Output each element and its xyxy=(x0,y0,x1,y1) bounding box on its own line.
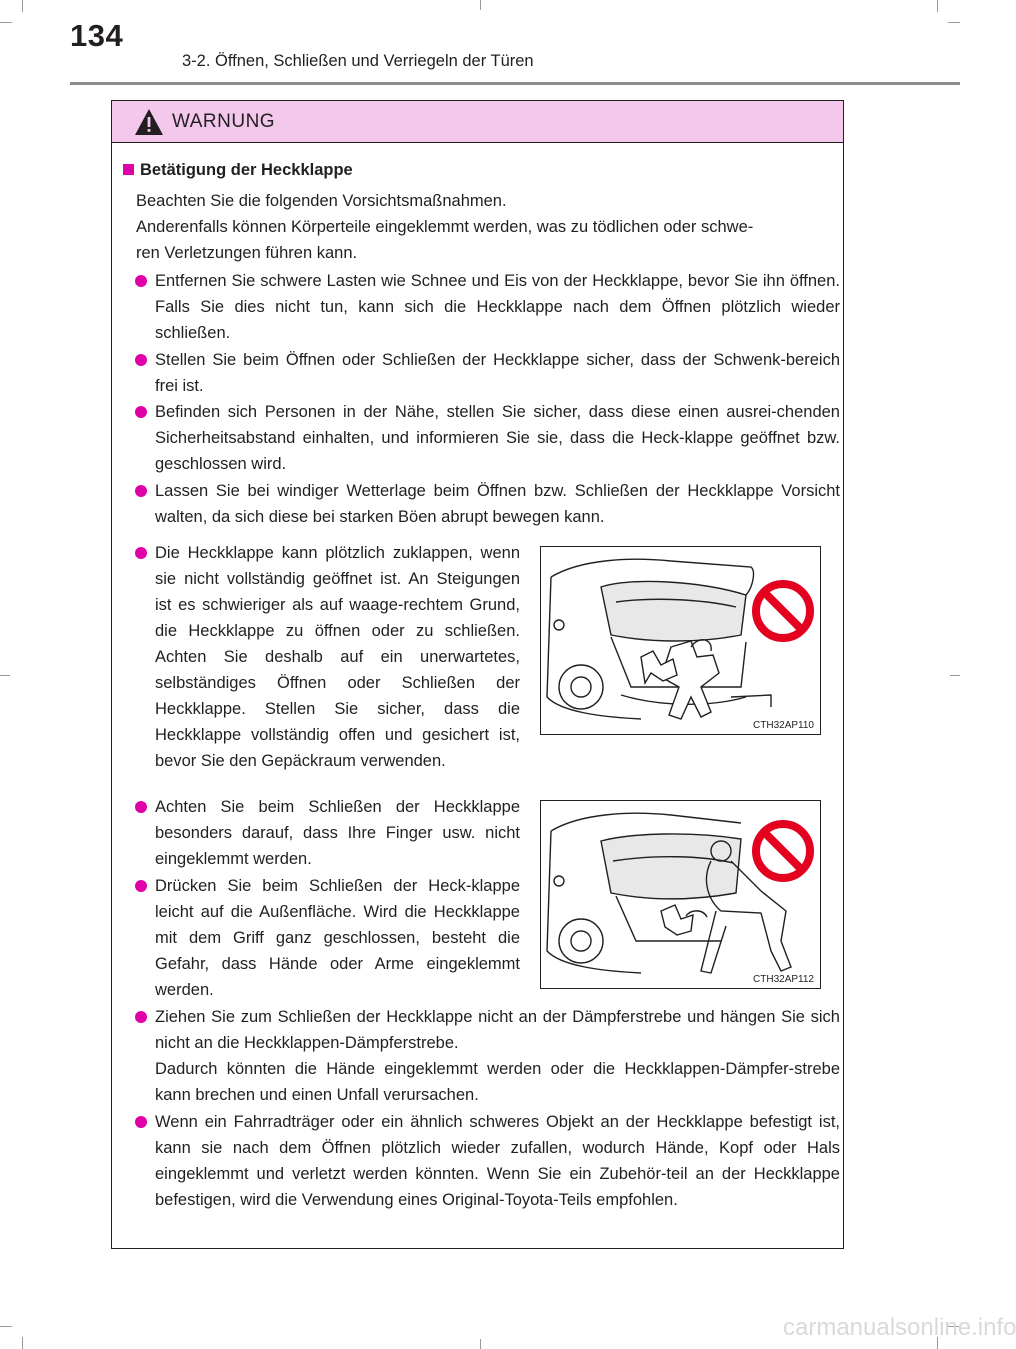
page-number: 134 xyxy=(70,18,124,53)
warning-triangle-icon xyxy=(134,108,164,136)
section-square-icon xyxy=(123,164,134,175)
intro-line-1: Beachten Sie die folgenden Vorsichtsmaßnahmen. xyxy=(136,192,507,210)
bullet-item xyxy=(155,268,840,346)
bullet-text: Achten Sie beim Schließen der Heckklappe besonders darauf, dass Ihre Finger usw. nicht eingeklemmt werden. xyxy=(155,798,520,868)
warning-title: WARNUNG xyxy=(172,111,276,132)
watermark: carmanualsonline.info xyxy=(783,1314,1016,1341)
illustration-hand-pinch xyxy=(540,800,821,989)
illustration-tailgate-closing xyxy=(540,546,821,735)
bullet-dot-icon xyxy=(135,275,147,287)
intro-line-3: ren Verletzungen führen kann. xyxy=(136,244,358,262)
bullet-text: Stellen Sie beim Öffnen oder Schließen der Heckklappe sicher, dass der Schwenk-bereich frei ist. xyxy=(155,351,840,395)
bullet-item xyxy=(155,399,840,477)
bullet-text: Die Heckklappe kann plötzlich zuklappen, wenn sie nicht vollständig geöffnet ist. An Steigungen ist es schwieriger als auf waage-rechtem Grund, die Heckklappe zu öffnen oder zu schließen. Achten Sie deshalb auf ein unerwartetes, selbständiges Öffnen oder Schließen der Heckklappe. Stellen Sie sicher, dass die Heckklappe vollständig offen und gesichert ist, bevor Sie den Gepäckraum verwenden. xyxy=(155,544,520,770)
crop-mark xyxy=(950,675,960,676)
bullet-dot-icon xyxy=(135,880,147,892)
bullet-item xyxy=(155,1109,840,1213)
crop-mark xyxy=(22,1337,23,1349)
bullet-item xyxy=(155,540,520,774)
bullet-text: Lassen Sie bei windiger Wetterlage beim Öffnen bzw. Schließen der Heckklappe Vorsicht walten, da sich diese bei starken Böen abrupt bewegen kann. xyxy=(155,482,840,526)
warning-box xyxy=(111,100,844,1249)
bullet-item xyxy=(155,1004,840,1108)
bullet-text: Entfernen Sie schwere Lasten wie Schnee und Eis von der Heckklappe, bevor Sie ihn öffnen. Falls Sie dies nicht tun, kann sich die Heckklappe nach dem Öffnen plötzlich wieder schließen. xyxy=(155,272,840,342)
figure-code: CTH32AP112 xyxy=(753,974,814,985)
crop-mark xyxy=(480,1339,481,1349)
bullet-dot-icon xyxy=(135,801,147,813)
bullet-item xyxy=(155,873,520,1003)
section-title-text: Betätigung der Heckklappe xyxy=(140,161,353,179)
bullet-dot-icon xyxy=(135,485,147,497)
prohibition-icon xyxy=(751,819,815,883)
bullet-text: Ziehen Sie zum Schließen der Heckklappe nicht an der Dämpferstrebe und hängen Sie sich nicht an die Heckklappen-Dämpferstrebe. xyxy=(155,1008,840,1052)
header-rule xyxy=(70,82,960,85)
bullet-item xyxy=(155,794,520,872)
bullet-text: Drücken Sie beim Schließen der Heck-klappe leicht auf die Außenfläche. Wird die Heckklappe mit dem Griff ganz geschlossen, besteht die Gefahr, dass Hände oder Arme eingeklemmt werden. xyxy=(155,877,520,999)
bullet-dot-icon xyxy=(135,1116,147,1128)
section-title xyxy=(123,161,353,180)
bullet-dot-icon xyxy=(135,354,147,366)
bullet-dot-icon xyxy=(135,547,147,559)
bullet-dot-icon xyxy=(135,1011,147,1023)
prohibition-icon xyxy=(751,579,815,643)
intro-line-2: Anderenfalls können Körperteile eingeklemmt werden, was zu tödlichen oder schwe- xyxy=(136,218,754,236)
figure-code: CTH32AP110 xyxy=(753,720,814,731)
bullet-text-continued: Dadurch könnten die Hände eingeklemmt werden oder die Heckklappen-Dämpfer-strebe kann brechen und einen Unfall verursachen. xyxy=(155,1060,840,1104)
bullet-item xyxy=(155,478,840,530)
bullet-dot-icon xyxy=(135,406,147,418)
bullet-text: Befinden sich Personen in der Nähe, stellen Sie sicher, dass diese einen ausrei-chenden Sicherheitsabstand einhalten, und informieren Sie sie, dass die Heck-klappe geöffnet bzw. geschlossen wird. xyxy=(155,403,840,473)
warning-header xyxy=(112,101,843,143)
bullet-text: Wenn ein Fahrradträger oder ein ähnlich schweres Objekt an der Heckklappe befestigt ist, kann sie nach dem Öffnen plötzlich wieder zufallen, wodurch Hände, Kopf oder Hals eingeklemmt und verletzt werden könnten. Wenn Sie ein Zubehör-teil an der Heckklappe befestigen, wird die Verwendung eines Original-Toyota-Teils empfohlen. xyxy=(155,1113,840,1209)
page-header xyxy=(0,0,960,86)
crop-mark xyxy=(0,1326,12,1327)
running-head: 3-2. Öffnen, Schließen und Verriegeln der Türen xyxy=(182,52,534,70)
bullet-item xyxy=(155,347,840,399)
crop-mark xyxy=(0,675,10,676)
